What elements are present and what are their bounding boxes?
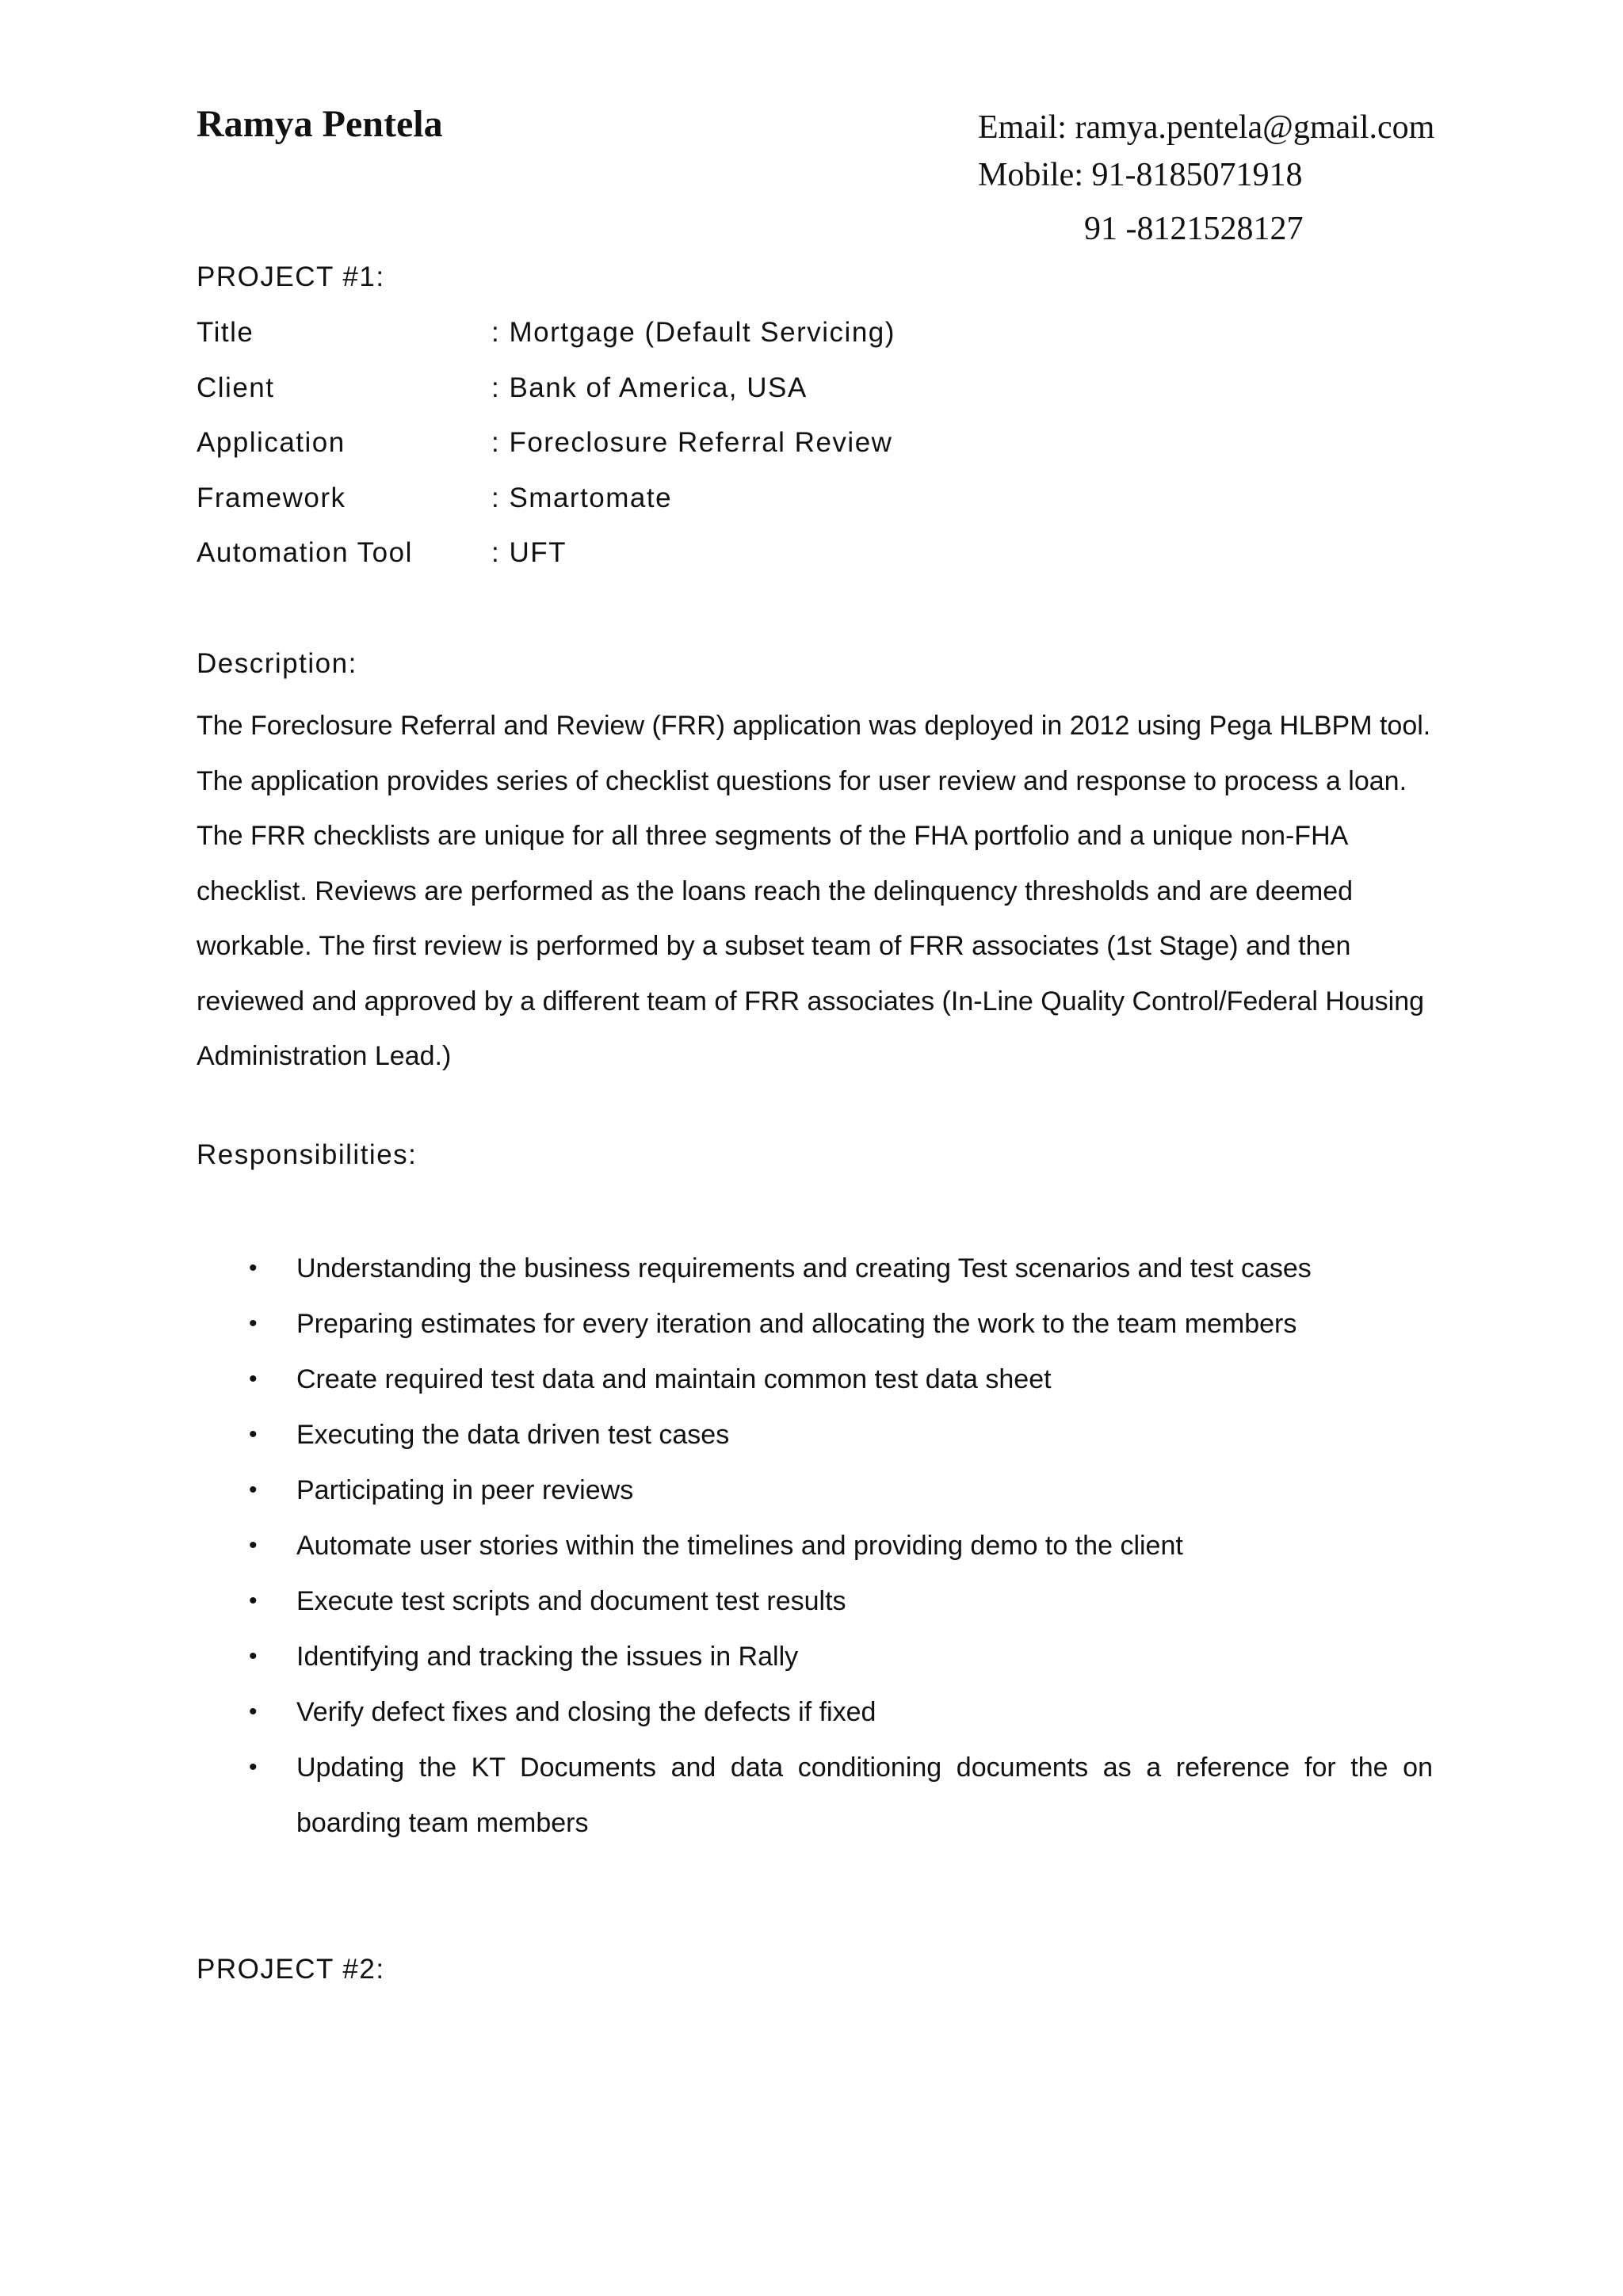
detail-label: Automation Tool	[197, 537, 413, 568]
project-1-details	[197, 317, 896, 593]
detail-row-framework	[197, 482, 896, 538]
list-item-text: Create required test data and maintain common test data sheet	[296, 1364, 1052, 1394]
mobile-alt-line: 91 -8121528127	[1084, 211, 1304, 247]
list-item	[197, 1518, 1433, 1573]
detail-value: : Smartomate	[491, 482, 673, 513]
detail-label: Title	[197, 317, 254, 348]
responsibilities-heading: Responsibilities:	[197, 1139, 418, 1170]
responsibilities-list	[197, 1241, 1433, 1851]
contact-block	[978, 108, 1434, 257]
list-item-text: Executing the data driven test cases	[296, 1420, 730, 1450]
list-item	[197, 1463, 1433, 1518]
list-item	[197, 1407, 1433, 1463]
bullet-icon: •	[249, 1588, 258, 1614]
list-item-text: Verify defect fixes and closing the defects if fixed	[296, 1697, 876, 1727]
bullet-icon: •	[249, 1754, 258, 1780]
detail-label: Application	[197, 427, 346, 458]
email-line: Email: ramya.pentela@gmail.com	[978, 109, 1435, 146]
description-heading: Description:	[197, 648, 357, 679]
bullet-icon: •	[249, 1421, 258, 1447]
candidate-name: Ramya Pentela	[197, 103, 443, 145]
list-item-text: Updating the KT Documents and data conditioning documents as a reference for the on boarding team members	[296, 1753, 1433, 1838]
list-item	[197, 1573, 1433, 1629]
project-2-heading: PROJECT #2:	[197, 1954, 385, 1985]
description-text: The Foreclosure Referral and Review (FRR) application was deployed in 2012 using Pega HLBPM tool. The application provides series of checklist questions for user review and response to process a loan. The FRR checklists are unique for all three segments of the FHA portfolio and a unique non-FHA checklist. Reviews are performed as the loans reach the delinquency thresholds and are deemed workable. The first review is performed by a subset team of FRR associates (1st Stage) and then reviewed and approved by a different team of FRR associates (In-Line Quality Control/Federal Housing Administration Lead.)	[197, 711, 1431, 1071]
list-item-text: Understanding the business requirements and creating Test scenarios and test cases	[296, 1253, 1312, 1283]
bullet-icon: •	[249, 1643, 258, 1669]
list-item-text: Participating in peer reviews	[296, 1475, 634, 1505]
bullet-icon: •	[249, 1255, 258, 1281]
detail-row-client	[197, 372, 896, 428]
detail-value: : UFT	[491, 537, 567, 568]
detail-row-automation-tool	[197, 537, 896, 593]
mobile-line: Mobile: 91-8185071918	[978, 157, 1303, 193]
list-item	[197, 1352, 1433, 1407]
bullet-icon: •	[249, 1366, 258, 1392]
detail-value: : Bank of America, USA	[491, 372, 808, 403]
detail-value: : Foreclosure Referral Review	[491, 427, 893, 458]
list-item-text: Automate user stories within the timelines and providing demo to the client	[296, 1531, 1183, 1561]
detail-label: Framework	[197, 482, 346, 513]
bullet-icon: •	[249, 1477, 258, 1503]
detail-row-application	[197, 427, 896, 482]
detail-row-title	[197, 317, 896, 372]
detail-label: Client	[197, 372, 275, 403]
bullet-icon: •	[249, 1532, 258, 1558]
list-item	[197, 1629, 1433, 1684]
bullet-icon: •	[249, 1699, 258, 1725]
list-item	[197, 1740, 1433, 1851]
bullet-icon: •	[249, 1310, 258, 1337]
list-item-text: Execute test scripts and document test results	[296, 1586, 846, 1616]
detail-value: : Mortgage (Default Servicing)	[491, 317, 896, 348]
list-item	[197, 1296, 1433, 1352]
project-1-heading: PROJECT #1:	[197, 261, 385, 292]
list-item	[197, 1241, 1433, 1296]
list-item	[197, 1684, 1433, 1740]
list-item-text: Preparing estimates for every iteration and allocating the work to the team members	[296, 1309, 1297, 1339]
list-item-text: Identifying and tracking the issues in Rally	[296, 1642, 799, 1672]
